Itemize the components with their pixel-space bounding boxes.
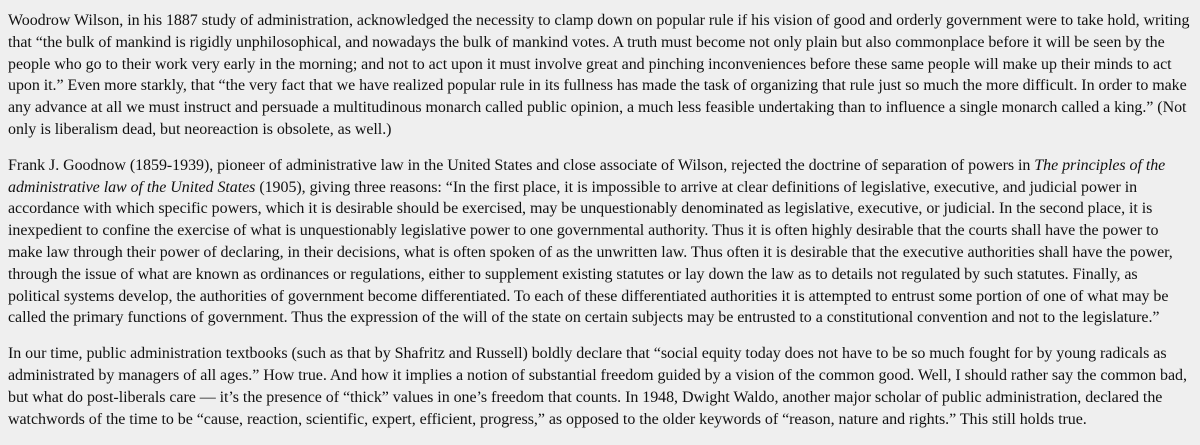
book-title: The principles of the administrative law of the United States <box>8 156 1166 196</box>
paragraph-wilson: Woodrow Wilson, in his 1887 study of administration, acknowledged the necessity to clamp down on popular rule if his vision of good and orderly government were to take hold, writing that “the bulk of mankind is rigidly unphilosophical, and nowadays the bulk of mankind votes. A truth must become not only plain but also commonplace before it will be seen by the people who go to their work very early in the morning; and not to act upon it must involve great and pinching inconveniences before these same people will make up their minds to act upon it.” Even more starkly, that “the very fact that we have realized popular rule in its fullness has made the task of organizing that rule just so much the more difficult. In order to make any advance at all we must instruct and persuade a multitudinous monarch called public opinion, a much less feasible undertaking than to influence a single monarch called a king.” (Not only is liberalism dead, but neoreaction is obsolete, as well.) <box>8 12 1190 138</box>
paragraph-goodnow <box>8 155 1192 329</box>
paragraph-our-time: In our time, public administration textbooks (such as that by Shafritz and Russell) boldly declare that “social equity today does not have to be so much fought for by young radicals as administrated by managers of all ages.” How true. And how it implies a notion of substantial freedom guided by a vision of the common good. Well, I should rather say the common bad, but what do post-liberals care — it’s the presence of “thick” values in one’s freedom that counts. In 1948, Dwight Waldo, another major scholar of public administration, declared the watchwords of the time to be “cause, reaction, scientific, expert, efficient, progress,” as opposed to the older keywords of “reason, nature and rights.” This still holds true. <box>8 345 1187 428</box>
goodnow-text-after: (1905), giving three reasons: “In the first place, it is impossible to arrive at clear definitions of legislative, executive, and judicial power in accordance with which specific powers, which it is desirable should be exercised, may be unquestionably denominated as legislative, executive, or judicial. In the second place, it is inexpedient to confine the exercise of what is unquestionably legislative power to one governmental authority. Thus it is often highly desirable that the courts shall have the power to make law through their power of declaring, in their decisions, what is often spoken of as the unwritten law. Thus often it is desirable that the executive authorities shall have the power, through the issue of what are known as ordinances or regulations, either to supplement existing statutes or lay down the law as to details not regulated by such statutes. Finally, as political systems develop, the authorities of government become differentiated. To each of these differentiated authorities it is attempted to entrust some portion of one of what may be called the primary functions of government. Thus the expression of the will of the state on certain subjects may be entrusted to a constitutional convention and not to the legislature.” <box>8 178 1173 327</box>
goodnow-text-before: Frank J. Goodnow (1859-1939), pioneer of administrative law in the United States and close associate of Wilson, rejected the doctrine of separation of powers in <box>8 156 1035 174</box>
